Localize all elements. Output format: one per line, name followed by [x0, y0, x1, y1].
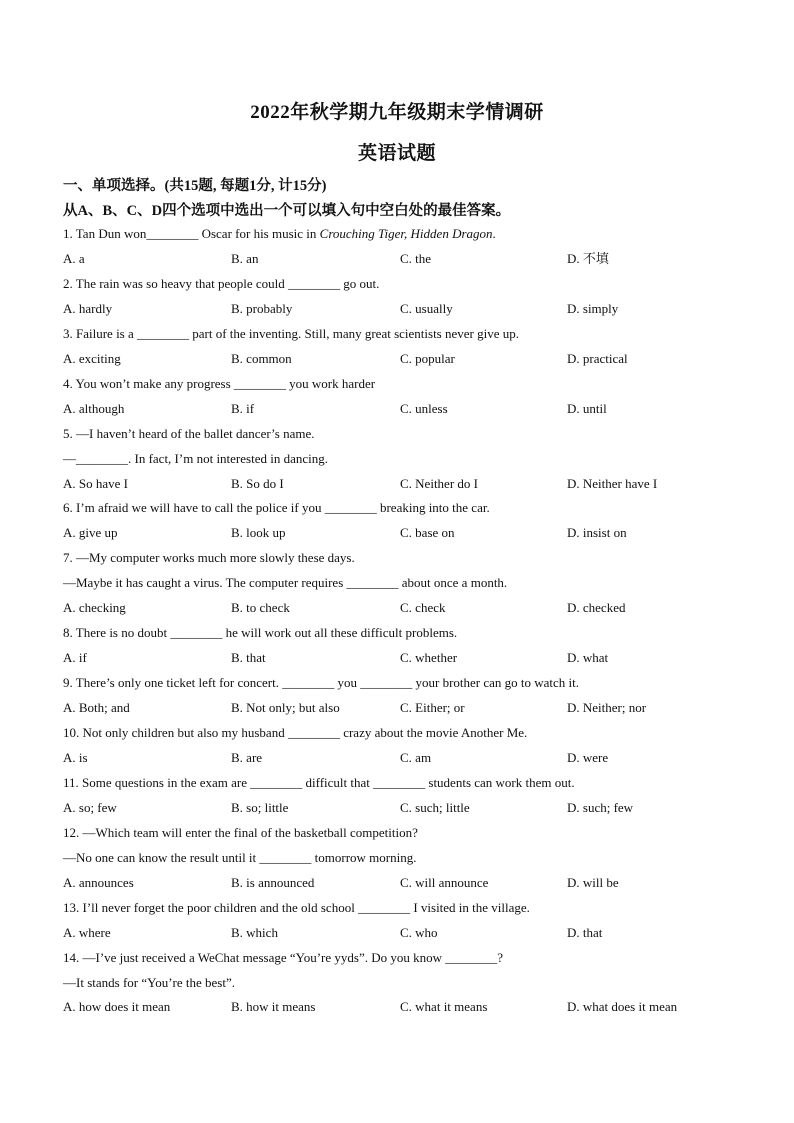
question-12-option-b: B. is announced	[231, 874, 315, 890]
section-heading: 一、单项选择。(共15题, 每题1分, 计15分)	[63, 178, 327, 194]
question-8-option-c: C. whether	[400, 650, 458, 666]
question-2-option-d: D. simply	[567, 300, 619, 316]
page-title: 2022年秋学期九年级期末学情调研	[250, 102, 544, 123]
question-5-option-c: C. Neither do I	[400, 475, 478, 491]
question-6-option-a: A. give up	[63, 525, 118, 541]
question-8-option-a: A. if	[63, 650, 87, 666]
question-3-option-d: D. practical	[567, 350, 628, 366]
question-3-stem: 3. Failure is a ________ part of the inventing. Still, many great scientists never give up.	[63, 325, 519, 341]
question-14-stem-line-2: —It stands for “You’re the best”.	[63, 974, 235, 990]
question-7-option-d: D. checked	[567, 600, 626, 616]
question-5-option-a: A. So have I	[63, 475, 128, 491]
question-6-option-d: D. insist on	[567, 525, 627, 541]
question-5-option-b: B. So do I	[231, 475, 284, 491]
question-11-stem: 11. Some questions in the exam are ________ difficult that ________ students can work them out.	[63, 774, 575, 790]
question-1-option-c: C. the	[400, 250, 432, 266]
question-12-option-a: A. announces	[63, 874, 134, 890]
question-7-option-a: A. checking	[63, 600, 126, 616]
question-9-option-b: B. Not only; but also	[231, 700, 340, 716]
question-11-option-a: A. so; few	[63, 799, 117, 815]
question-5-option-d: D. Neither have I	[567, 475, 658, 491]
question-13-option-b: B. which	[231, 924, 278, 940]
question-7-option-c: C. check	[400, 600, 446, 616]
question-6-option-c: C. base on	[400, 525, 455, 541]
section-instruction: 从A、B、C、D四个选项中选出一个可以填入句中空白处的最佳答案。	[63, 203, 511, 219]
question-14-option-d: D. what does it mean	[567, 999, 678, 1015]
question-7-stem-line-1: 7. —My computer works much more slowly these days.	[63, 550, 355, 566]
question-3-option-a: A. exciting	[63, 350, 121, 366]
question-10-option-c: C. am	[400, 749, 432, 765]
question-12-option-c: C. will announce	[400, 874, 489, 890]
question-11-option-b: B. so; little	[231, 799, 289, 815]
question-4-option-d: D. until	[567, 400, 607, 416]
question-10-option-b: B. are	[231, 749, 263, 765]
question-5-stem-line-2: —________. In fact, I’m not interested in dancing.	[63, 450, 328, 466]
question-5-stem-line-1: 5. —I haven’t heard of the ballet dancer’s name.	[63, 425, 315, 441]
page-subtitle: 英语试题	[357, 143, 436, 164]
question-2-option-b: B. probably	[231, 300, 293, 316]
question-10-option-d: D. were	[567, 749, 609, 765]
question-4-option-c: C. unless	[400, 400, 448, 416]
question-7-stem-line-2: —Maybe it has caught a virus. The computer requires ________ about once a month.	[63, 575, 508, 591]
question-4-option-a: A. although	[63, 400, 125, 416]
question-2-option-c: C. usually	[400, 300, 453, 316]
question-12-option-d: D. will be	[567, 874, 619, 890]
question-3-option-b: B. common	[231, 350, 292, 366]
question-13-option-c: C. who	[400, 924, 438, 940]
question-1-stem: 1. Tan Dun won________ Oscar for his music in Crouching Tiger, Hidden Dragon.	[63, 226, 496, 241]
question-9-option-a: A. Both; and	[63, 700, 130, 716]
question-13-stem: 13. I’ll never forget the poor children and the old school ________ I visited in the village.	[63, 899, 530, 915]
question-11-option-c: C. such; little	[400, 799, 470, 815]
question-10-option-a: A. is	[63, 749, 88, 765]
question-6-option-b: B. look up	[231, 525, 286, 541]
question-12-stem-line-1: 12. —Which team will enter the final of the basketball competition?	[63, 824, 418, 840]
question-9-stem: 9. There’s only one ticket left for concert. ________ you ________ your brother can go to watch it.	[63, 675, 580, 691]
question-14-option-c: C. what it means	[400, 999, 488, 1015]
question-1-option-a: A. a	[63, 250, 85, 266]
question-4-stem: 4. You won’t make any progress ________ you work harder	[63, 375, 376, 391]
question-9-option-c: C. Either; or	[400, 700, 465, 716]
question-2-option-a: A. hardly	[63, 300, 113, 316]
question-11-option-d: D. such; few	[567, 799, 634, 815]
question-2-stem: 2. The rain was so heavy that people could ________ go out.	[63, 275, 380, 291]
question-8-stem: 8. There is no doubt ________ he will work out all these difficult problems.	[63, 625, 458, 641]
question-13-option-d: D. that	[567, 924, 603, 940]
question-1-option-d: D. 不填	[567, 250, 609, 266]
question-12-stem-line-2: —No one can know the result until it ________ tomorrow morning.	[63, 849, 417, 865]
question-8-option-b: B. that	[231, 650, 266, 666]
question-4-option-b: B. if	[231, 400, 255, 416]
question-1-option-b: B. an	[231, 250, 259, 266]
question-14-option-b: B. how it means	[231, 999, 316, 1015]
question-10-stem: 10. Not only children but also my husband ________ crazy about the movie Another Me.	[63, 725, 528, 740]
question-14-option-a: A. how does it mean	[63, 999, 171, 1015]
question-13-option-a: A. where	[63, 924, 111, 940]
question-7-option-b: B. to check	[231, 600, 290, 616]
question-3-option-c: C. popular	[400, 350, 455, 366]
question-8-option-d: D. what	[567, 650, 609, 666]
question-9-option-d: D. Neither; nor	[567, 700, 647, 716]
question-6-stem: 6. I’m afraid we will have to call the police if you ________ breaking into the car.	[63, 500, 490, 516]
question-14-stem-line-1: 14. —I’ve just received a WeChat message “You’re yyds”. Do you know ________?	[63, 949, 504, 965]
